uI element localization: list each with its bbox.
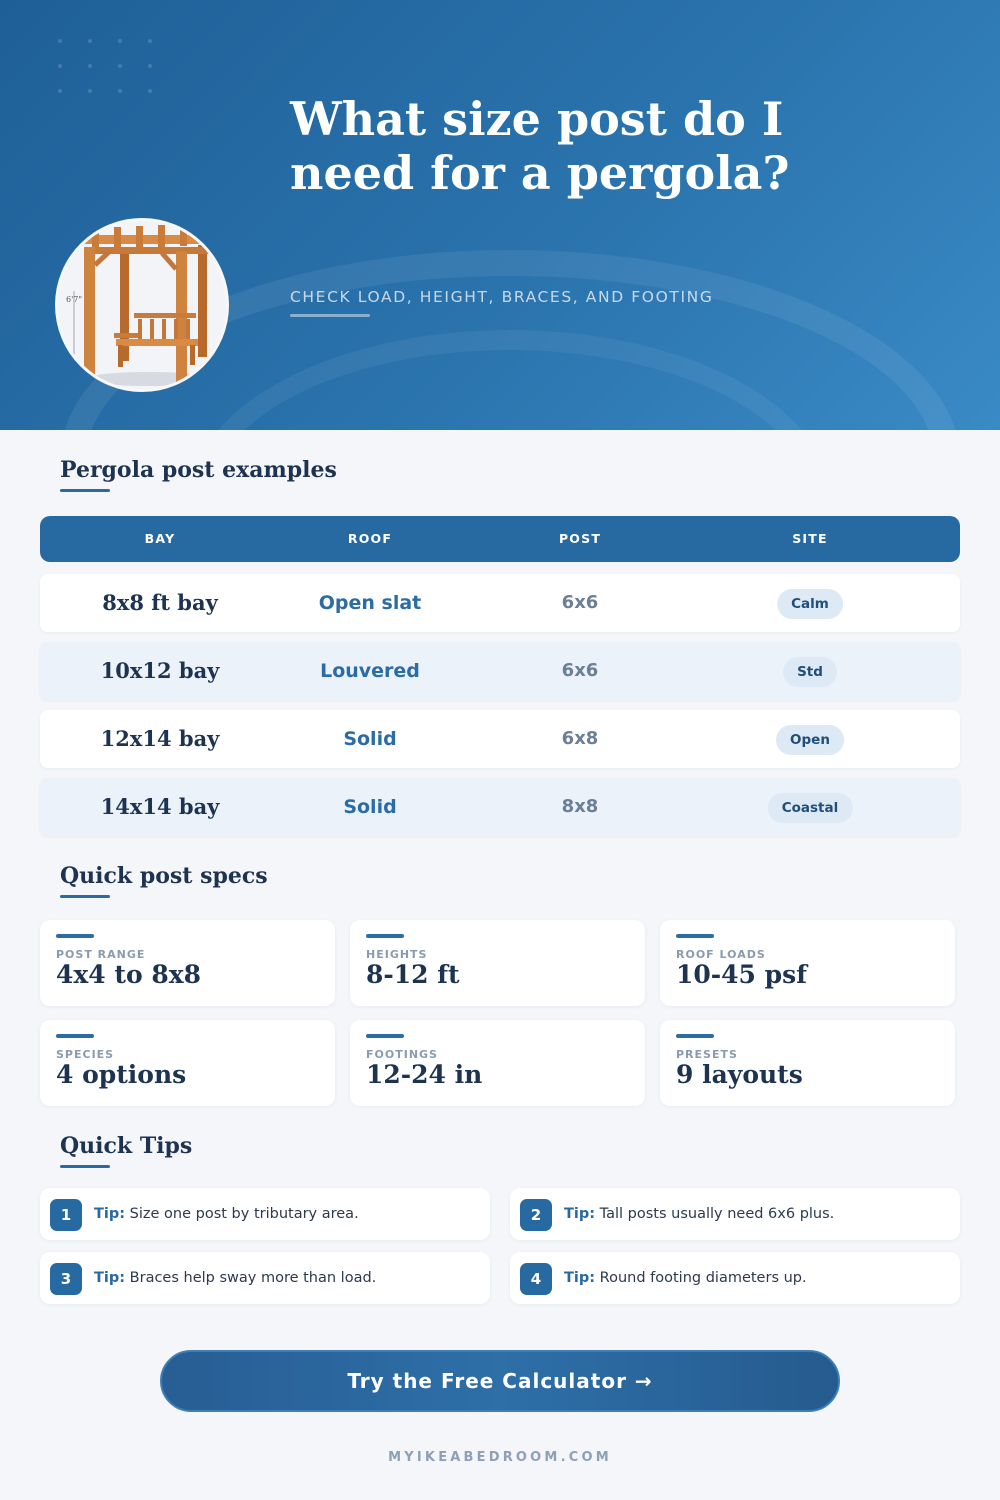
subtitle-underline — [290, 314, 370, 317]
card-accent — [56, 1034, 94, 1038]
tip-item — [510, 1252, 960, 1304]
spec-value: 4 options — [56, 1060, 187, 1089]
card-accent — [366, 1034, 404, 1038]
spec-value: 10-45 psf — [676, 960, 807, 989]
spec-value: 12-24 in — [366, 1060, 483, 1089]
spec-label: FOOTINGS — [366, 1048, 438, 1061]
specs-heading: Quick post specs — [60, 863, 268, 889]
cell-roof: Solid — [343, 796, 397, 818]
spec-value: 8-12 ft — [366, 960, 460, 989]
site-badge: Open — [776, 725, 844, 755]
tip-text — [94, 1252, 376, 1304]
tips-heading: Quick Tips — [60, 1133, 193, 1159]
tip-text — [564, 1252, 807, 1304]
table-row — [40, 574, 960, 632]
page-title: What size post do I need for a pergola? — [290, 92, 790, 200]
spec-label: SPECIES — [56, 1048, 115, 1061]
spec-card-roof-loads — [660, 920, 955, 1006]
tip-prefix: Tip: — [564, 1206, 596, 1222]
tip-body: Braces help sway more than load. — [129, 1270, 377, 1286]
spec-value: 4x4 to 8x8 — [56, 960, 202, 989]
tip-number-badge: 4 — [520, 1263, 552, 1295]
cell-post: 6x8 — [561, 728, 599, 749]
spec-label: ROOF LOADS — [676, 948, 766, 961]
tip-number-badge: 3 — [50, 1263, 82, 1295]
tip-body: Size one post by tributary area. — [129, 1206, 359, 1222]
tip-prefix: Tip: — [94, 1270, 126, 1286]
examples-heading: Pergola post examples — [60, 457, 337, 483]
cell-roof: Open slat — [318, 592, 422, 614]
table-row — [40, 710, 960, 768]
card-accent — [366, 934, 404, 938]
spec-card-footings — [350, 1020, 645, 1106]
tip-item — [40, 1252, 490, 1304]
cell-post: 6x6 — [561, 660, 599, 681]
spec-card-presets — [660, 1020, 955, 1106]
tip-number-badge: 1 — [50, 1199, 82, 1231]
cell-bay: 10x12 bay — [100, 658, 220, 683]
spec-card-species — [40, 1020, 335, 1106]
cell-bay: 14x14 bay — [100, 794, 220, 819]
spec-card-heights — [350, 920, 645, 1006]
cell-post: 8x8 — [561, 796, 599, 817]
tip-body: Tall posts usually need 6x6 plus. — [599, 1206, 835, 1222]
hero-banner — [0, 0, 1000, 430]
spec-card-post-range — [40, 920, 335, 1006]
dimension-label: 6'7" — [66, 295, 83, 304]
tip-text — [564, 1188, 834, 1240]
table-row — [40, 642, 960, 700]
cell-roof: Louvered — [320, 660, 420, 682]
tip-body: Round footing diameters up. — [599, 1270, 807, 1286]
tip-item — [510, 1188, 960, 1240]
table-row — [40, 778, 960, 836]
spec-label: PRESETS — [676, 1048, 738, 1061]
cell-post: 6x6 — [561, 592, 599, 613]
cell-bay: 8x8 ft bay — [102, 590, 218, 615]
cell-bay: 12x14 bay — [100, 726, 220, 751]
column-header-post: POST — [558, 531, 602, 546]
tip-prefix: Tip: — [94, 1206, 126, 1222]
spec-label: POST RANGE — [56, 948, 146, 961]
tip-prefix: Tip: — [564, 1270, 596, 1286]
column-header-site: SITE — [792, 531, 828, 546]
calculator-cta-button[interactable]: Try the Free Calculator → — [160, 1350, 840, 1412]
table-header — [40, 516, 960, 562]
dot-pattern — [52, 33, 162, 103]
site-badge: Std — [783, 657, 837, 687]
pergola-photo — [55, 218, 229, 392]
heading-underline — [60, 489, 110, 492]
card-accent — [676, 934, 714, 938]
heading-underline — [60, 895, 110, 898]
tip-item — [40, 1188, 490, 1240]
card-accent — [676, 1034, 714, 1038]
site-badge: Coastal — [768, 793, 853, 823]
page-subtitle: CHECK LOAD, HEIGHT, BRACES, AND FOOTING — [290, 288, 714, 306]
tip-number-badge: 2 — [520, 1199, 552, 1231]
column-header-roof: ROOF — [347, 531, 393, 546]
spec-label: HEIGHTS — [366, 948, 428, 961]
tip-text — [94, 1188, 359, 1240]
heading-underline — [60, 1165, 110, 1168]
cell-roof: Solid — [343, 728, 397, 750]
site-badge: Calm — [777, 589, 843, 619]
card-accent — [56, 934, 94, 938]
column-header-bay: BAY — [144, 531, 176, 546]
footer-site-link[interactable]: MYIKEABEDROOM.COM — [388, 1450, 612, 1465]
spec-value: 9 layouts — [676, 1060, 803, 1089]
